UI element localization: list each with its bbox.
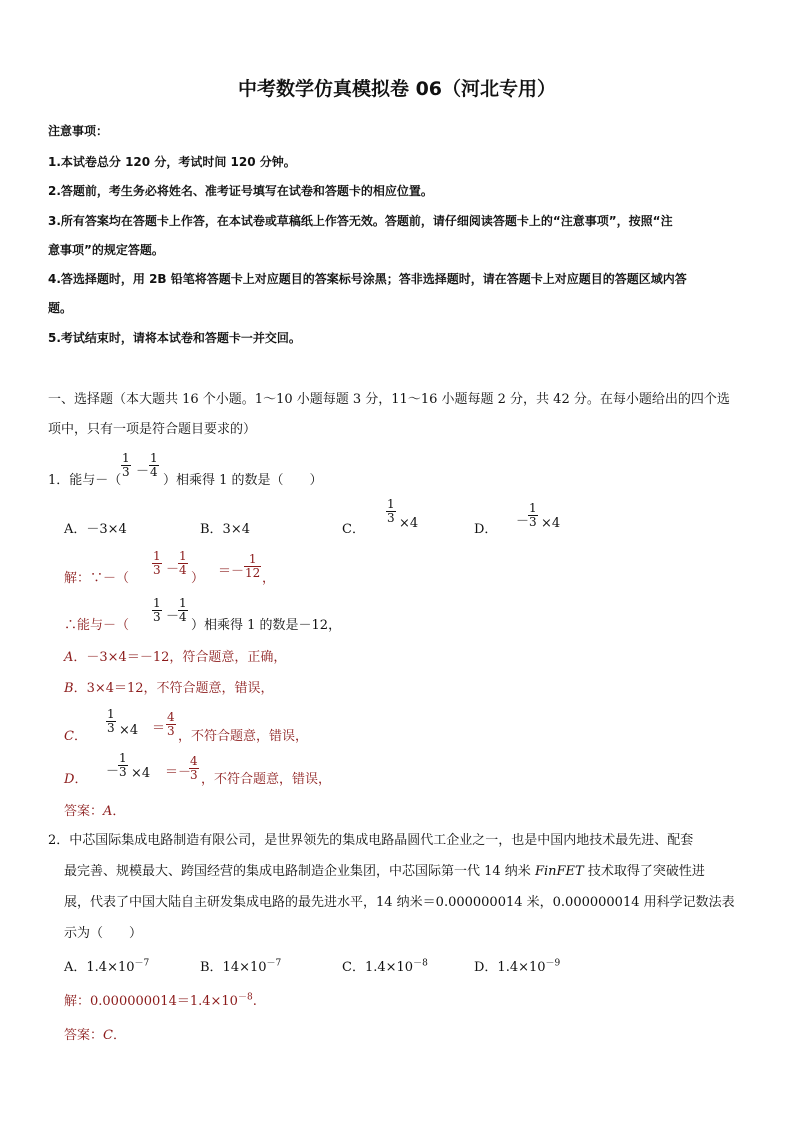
q1-sol-line1-minus: －: [166, 562, 180, 577]
q1-sol-d-end: ，不符合题意，错误，: [201, 772, 332, 787]
q1-sol-c-fraction: $\frac{1}{3}$: [107, 707, 115, 735]
q1-sol-line1-result: $\frac{1}{12}$: [245, 552, 261, 580]
q2-solution: 解：$0.000000014=1.4\times 10^{-8}$.: [64, 992, 257, 1009]
q2-option-a: A．$1.4\times 10^{-7}$: [64, 958, 150, 975]
notice-item-4-cont: 题。: [48, 301, 73, 315]
q1-sol-a: A．－3×4＝－12，符合题意，正确，: [64, 650, 287, 665]
q1-sol-line1-eq: ＝－: [218, 564, 245, 579]
q1-sol-c-x: ×4: [119, 723, 139, 738]
q1-option-d-neg: －: [516, 514, 530, 529]
notice-item-3-cont: 意事项”的规定答题。: [48, 243, 164, 257]
q1-option-b: B．3×4: [200, 522, 250, 537]
q1-sol-line2-prefix: ∴能与－（: [64, 618, 130, 633]
notice-item-4: 4.答选择题时，用 2B 铅笔将答题卡上对应题目的答案标号涂黑；答非选择题时，请在答题卡上对应题目的答题区域内答: [48, 272, 687, 286]
q1-sol-d-neg: －: [106, 764, 120, 779]
q1-sol-c-end: ，不符合题意，错误，: [178, 729, 309, 744]
q1-option-c-rest: ×4: [399, 516, 419, 531]
q1-stem-suffix: ）相乘得 1 的数是（ ）: [163, 473, 323, 488]
page-title: 中考数学仿真模拟卷 06（河北专用）: [237, 78, 557, 100]
q1-fraction-a: $\frac{1}{3}$: [122, 451, 130, 479]
q1-sol-line2-suffix: ）相乘得 1 的数是－12，: [191, 618, 342, 633]
q1-option-c-fraction: $\frac{1}{3}$: [387, 497, 395, 525]
q2-option-c: C．$1.4\times 10^{-8}$: [342, 958, 428, 975]
q2-answer: 答案：C．: [64, 1028, 126, 1043]
notice-item-5: 5.考试结束时，请将本试卷和答题卡一并交回。: [48, 331, 301, 345]
q1-sol-line2-frac-b: $\frac{1}{4}$: [179, 596, 187, 624]
q1-sol-line2-frac-a: $\frac{1}{3}$: [153, 596, 161, 624]
q1-option-d-label: D．: [474, 522, 498, 537]
q1-fraction-b: $\frac{1}{4}$: [150, 451, 158, 479]
notice-item-1: 1.本试卷总分 120 分，考试时间 120 分钟。: [48, 155, 296, 169]
notice-item-2: 2.答题前，考生务必将姓名、准考证号填写在试卷和答题卡的相应位置。: [48, 184, 433, 198]
q2-option-b: B．$14\times 10^{-7}$: [200, 958, 282, 975]
q1-sol-d-x: ×4: [131, 766, 151, 781]
q1-sol-line1-close: ）: [191, 571, 205, 586]
section-heading-line2: 项中，只有一项是符合题目要求的）: [48, 422, 257, 437]
q1-sol-c-result: $\frac{4}{3}$: [167, 710, 175, 738]
q1-sol-d-label: D．: [64, 772, 88, 787]
notice-item-3: 3.所有答案均在答题卡上作答，在本试卷或草稿纸上作答无效。答题前，请仔细阅读答题卡上的“注意事项”，按照“注: [48, 214, 673, 228]
q1-sol-d-result: $\frac{4}{3}$: [190, 754, 198, 782]
q1-sol-b: B．3×4＝12，不符合题意，错误，: [64, 681, 274, 696]
q2-option-d: D．$1.4\times 10^{-9}$: [474, 958, 561, 975]
q2-stem-line1: 2．中芯国际集成电路制造有限公司，是世界领先的集成电路晶圆代工企业之一，也是中国内地技术最先进、配套: [48, 833, 694, 848]
q1-sol-line1-prefix: 解：∵－（: [64, 571, 130, 586]
q1-sol-d-eq: ＝－: [165, 765, 192, 780]
q1-sol-line1-frac-a: $\frac{1}{3}$: [153, 549, 161, 577]
q1-sol-c-label: C．: [64, 729, 87, 744]
q1-minus: －: [136, 464, 150, 479]
q1-answer: 答案：A．: [64, 804, 126, 819]
q1-sol-c-eq: ＝: [152, 721, 166, 736]
q1-sol-d-fraction: $\frac{1}{3}$: [119, 751, 127, 779]
q1-option-d-rest: ×4: [541, 516, 561, 531]
notice-heading: 注意事项：: [48, 124, 109, 138]
q2-stem-line3: 展，代表了中国大陆自主研发集成电路的最先进水平，14 纳米＝0.000000014 米，0.000000014 用科学记数法表: [64, 895, 735, 910]
q1-sol-line2-minus: －: [166, 609, 180, 624]
q1-option-d-fraction: $\frac{1}{3}$: [529, 501, 537, 529]
q1-sol-line1-end: ，: [262, 571, 276, 586]
q1-stem-prefix: 1．能与－（: [48, 473, 122, 488]
section-heading-line1: 一、选择题（本大题共 16 个小题。1～10 小题每题 3 分，11～16 小题每题 2 分，共 42 分。在每小题给出的四个选: [48, 392, 730, 407]
q2-stem-line2: 最完善、规模最大、跨国经营的集成电路制造企业集团，中芯国际第一代 14 纳米 FinFET 技术取得了突破性进: [64, 864, 705, 879]
q1-option-c-label: C．: [342, 522, 365, 537]
q1-sol-line1-frac-b: $\frac{1}{4}$: [179, 549, 187, 577]
q2-stem-line4: 示为（ ）: [64, 926, 143, 941]
q1-option-a: A．－3×4: [64, 522, 127, 537]
